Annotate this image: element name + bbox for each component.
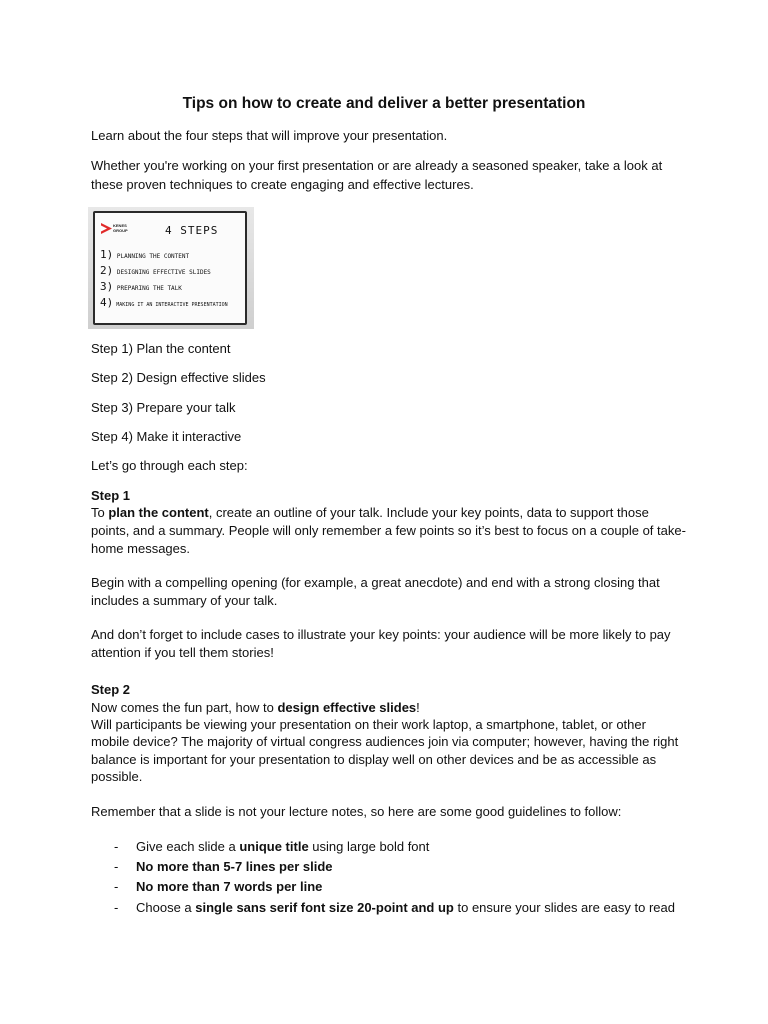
step2-p1-pre: Now comes the fun part, how to xyxy=(91,700,278,715)
bullet-3: No more than 7 words per line xyxy=(136,879,323,894)
step1-heading: Step 1 xyxy=(91,488,131,503)
step1-p1-post: , create an outline of your talk. Include your key points, data to support those xyxy=(208,505,649,520)
whiteboard xyxy=(93,211,247,325)
steps-list-item-2: Step 2) Design effective slides xyxy=(91,370,266,385)
board-step-4-num: 4) xyxy=(100,296,114,309)
board-step-4 xyxy=(100,296,228,309)
kenes-logo-icon xyxy=(101,223,112,234)
bullet-2: No more than 5-7 lines per slide xyxy=(136,859,333,874)
bullet-1-pre: Give each slide a xyxy=(136,839,240,854)
whether-line-1: Whether you're working on your first presentation or are already a seasoned speaker, take a look at xyxy=(91,158,663,173)
step1-p1-pre: To xyxy=(91,505,109,520)
step2-p2-line-4: possible. xyxy=(91,769,143,784)
step1-p1-line-2: points, and a summary. People will only remember a few points so it’s best to focus on a couple of take- xyxy=(91,523,686,538)
step1-p1-line-3: home messages. xyxy=(91,541,190,556)
bullet-dash-4: - xyxy=(114,900,119,915)
step1-p2-line-2: includes a summary of your talk. xyxy=(91,593,278,608)
bullet-dash-2: - xyxy=(114,859,119,874)
board-heading: 4 STEPS xyxy=(165,224,219,237)
step2-p2-line-3: balance is important for your presentation to display well on other devices and be as accessible as xyxy=(91,752,657,767)
step2-p3: Remember that a slide is not your lecture notes, so here are some good guidelines to follow: xyxy=(91,804,622,819)
step2-p2-line-2: mobile device? The majority of virtual congress audiences join via computer; however, having the right xyxy=(91,734,679,749)
board-step-1-text: PLANNING THE CONTENT xyxy=(116,253,190,260)
board-step-3-text: PREPARING THE TALK xyxy=(116,285,182,292)
board-step-1-num: 1) xyxy=(100,248,114,261)
bullet-4-bold: single sans serif font size 20-point and up xyxy=(195,900,454,915)
step2-p2-line-1: Will participants be viewing your presentation on their work laptop, a smartphone, tablet, or other xyxy=(91,717,646,732)
steps-list-item-4: Step 4) Make it interactive xyxy=(91,429,242,444)
kenes-logo xyxy=(101,223,131,235)
bullet-dash-3: - xyxy=(114,879,119,894)
steps-list-item-3: Step 3) Prepare your talk xyxy=(91,400,236,415)
steps-list-item-1: Step 1) Plan the content xyxy=(91,341,231,356)
bullet-1 xyxy=(136,838,429,855)
bullet-1-bold: unique title xyxy=(239,839,309,854)
step2-p1-bold: design effective slides xyxy=(277,700,417,715)
board-step-2 xyxy=(100,264,211,277)
board-step-4-text: MAKING IT AN INTERACTIVE PRESENTATION xyxy=(116,302,228,308)
four-steps-image xyxy=(88,207,254,329)
board-step-3 xyxy=(100,280,182,293)
step1-p1-line-1 xyxy=(91,504,649,521)
board-step-2-text: DESIGNING EFFECTIVE SLIDES xyxy=(116,269,211,276)
whether-line-2: these proven techniques to create engaging and effective lectures. xyxy=(91,177,474,192)
board-step-2-num: 2) xyxy=(100,264,114,277)
logo-text-line-1: KENES xyxy=(113,223,127,228)
step2-heading: Step 2 xyxy=(91,682,131,697)
lets-go-text: Let’s go through each step: xyxy=(91,458,248,473)
intro-text: Learn about the four steps that will improve your presentation. xyxy=(91,128,448,143)
step1-p3-line-1: And don’t forget to include cases to illustrate your key points: your audience will be more likely to pay xyxy=(91,627,671,642)
document-title: Tips on how to create and deliver a better presentation xyxy=(182,95,586,112)
step1-p1-bold: plan the content xyxy=(108,505,209,520)
board-step-1 xyxy=(100,248,190,261)
step1-p3-line-2: attention if you tell them stories! xyxy=(91,645,274,660)
step1-p2-line-1: Begin with a compelling opening (for example, a great anecdote) and end with a strong closing that xyxy=(91,575,660,590)
bullet-dash-1: - xyxy=(114,839,119,854)
bullet-4-post: to ensure your slides are easy to read xyxy=(453,900,675,915)
step2-p1 xyxy=(91,699,420,716)
bullet-4-pre: Choose a xyxy=(136,900,196,915)
step2-p1-post: ! xyxy=(416,700,420,715)
board-step-3-num: 3) xyxy=(100,280,114,293)
logo-text-line-2: GROUP xyxy=(113,228,128,233)
bullet-4 xyxy=(136,899,675,916)
bullet-1-post: using large bold font xyxy=(308,839,430,854)
